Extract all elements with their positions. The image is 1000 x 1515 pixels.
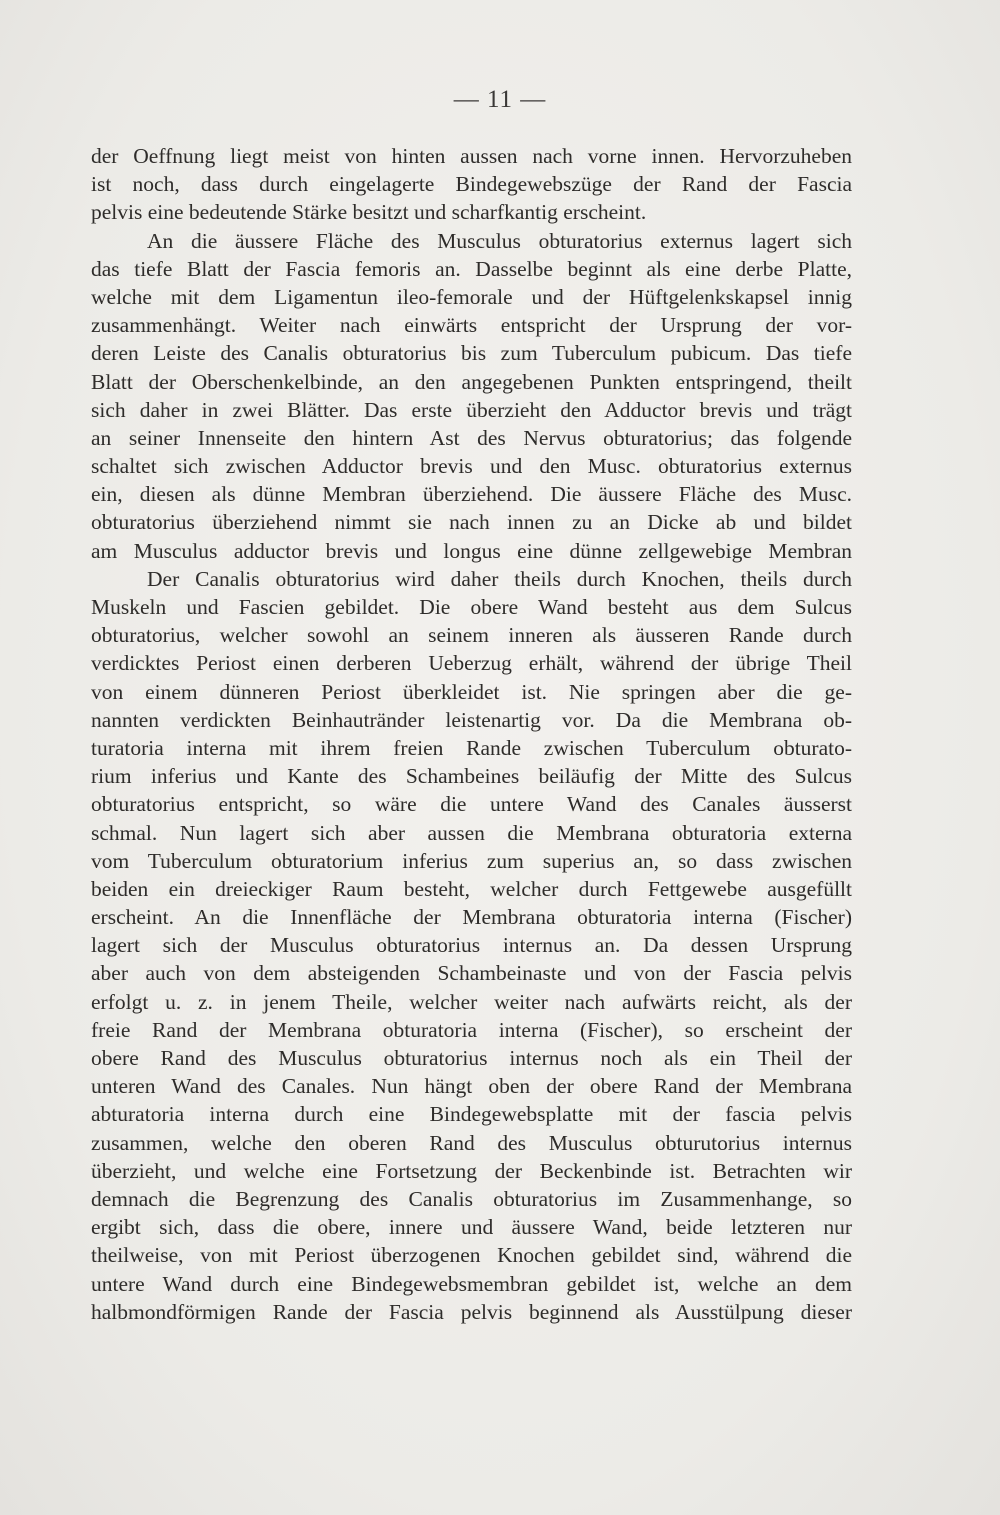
text-line: turatoria interna mit ihrem freien Rande zwischen Tuberculum obturato- bbox=[91, 735, 852, 760]
text-line: obturatorius, welcher sowohl an seinem inneren als äusseren Rande durch bbox=[91, 623, 852, 648]
text-line: erscheint. An die Innenfläche der Membrana obturatoria interna (Fischer) bbox=[91, 905, 852, 930]
text-line: ist noch, dass durch eingelagerte Bindegewebszüge der Rand der Fascia bbox=[91, 172, 852, 197]
text-line: welche mit dem Ligamentun ileo-femorale und der Hüftgelenkskapsel innig bbox=[91, 284, 852, 309]
text-line: von einem dünneren Periost überkleidet ist. Nie springen aber die ge- bbox=[91, 679, 852, 704]
text-line: ergibt sich, dass die obere, innere und äussere Wand, beide letzteren nur bbox=[91, 1215, 852, 1240]
text-line: am Musculus adductor brevis und longus eine dünne zellgewebige Membran bbox=[91, 538, 852, 563]
text-line: Blatt der Oberschenkelbinde, an den angegebenen Punkten entspringend, theilt bbox=[91, 369, 852, 394]
text-line: der Oeffnung liegt meist von hinten aussen nach vorne innen. Hervorzuheben bbox=[91, 144, 852, 168]
text-line: ein, diesen als dünne Membran überziehend. Die äussere Fläche des Musc. bbox=[91, 482, 852, 507]
text-line: schaltet sich zwischen Adductor brevis und den Musc. obturatorius externus bbox=[91, 454, 852, 479]
text-line: vom Tuberculum obturatorium inferius zum superius an, so dass zwischen bbox=[91, 848, 852, 873]
text-line: obturatorius überziehend nimmt sie nach innen zu an Dicke ab und bildet bbox=[91, 510, 852, 535]
text-line: verdicktes Periost einen derberen Ueberzug erhält, während der übrige Theil bbox=[91, 651, 852, 676]
text-line: deren Leiste des Canalis obturatorius bis zum Tuberculum pubicum. Das tiefe bbox=[91, 341, 852, 366]
text-line: Der Canalis obturatorius wird daher theils durch Knochen, theils durch bbox=[147, 566, 852, 591]
text-line: lagert sich der Musculus obturatorius internus an. Da dessen Ursprung bbox=[91, 933, 852, 958]
text-line: beiden ein dreieckiger Raum besteht, welcher durch Fettgewebe ausgefüllt bbox=[91, 876, 852, 901]
text-line: überzieht, und welche eine Fortsetzung der Beckenbinde ist. Betrachten wir bbox=[91, 1158, 852, 1183]
text-line: an seiner Innenseite den hintern Ast des Nervus obturatorius; das folgende bbox=[91, 425, 852, 450]
text-line: nannten verdickten Beinhautränder leistenartig vor. Da die Membrana ob- bbox=[91, 707, 852, 732]
text-line: obere Rand des Musculus obturatorius internus noch als ein Theil der bbox=[91, 1046, 852, 1070]
page-number: — 11 — bbox=[453, 86, 547, 113]
text-line: unteren Wand des Canales. Nun hängt oben der obere Rand der Membrana bbox=[91, 1074, 852, 1099]
text-line: abturatoria interna durch eine Bindegewebsplatte mit der fascia pelvis bbox=[91, 1102, 852, 1127]
text-line: das tiefe Blatt der Fascia femoris an. Dasselbe beginnt als eine derbe Platte, bbox=[91, 256, 852, 281]
text-line: rium inferius und Kante des Schambeines beiläufig der Mitte des Sulcus bbox=[91, 764, 852, 789]
text-line: halbmondförmigen Rande der Fascia pelvis beginnend als Ausstülpung dieser bbox=[91, 1299, 852, 1324]
text-line: pelvis eine bedeutende Stärke besitzt und scharfkantig erscheint. bbox=[91, 200, 647, 225]
text-line: erfolgt u. z. in jenem Theile, welcher weiter nach aufwärts reicht, als der bbox=[91, 989, 852, 1014]
text-line: An die äussere Fläche des Musculus obturatorius externus lagert sich bbox=[147, 228, 852, 253]
text-line: schmal. Nun lagert sich aber aussen die Membrana obturatoria externa bbox=[91, 820, 852, 845]
text-line: demnach die Begrenzung des Canalis obturatorius im Zusammenhange, so bbox=[91, 1186, 852, 1211]
text-line: theilweise, von mit Periost überzogenen Knochen gebildet sind, während die bbox=[91, 1243, 852, 1268]
text-line: zusammen, welche den oberen Rand des Musculus obturutorius internus bbox=[91, 1130, 852, 1155]
body-text bbox=[91, 142, 852, 1326]
text-line: untere Wand durch eine Bindegewebsmembran gebildet ist, welche an dem bbox=[91, 1271, 852, 1296]
text-line: freie Rand der Membrana obturatoria interna (Fischer), so erscheint der bbox=[91, 1017, 852, 1042]
text-line: zusammenhängt. Weiter nach einwärts entspricht der Ursprung der vor- bbox=[91, 313, 852, 338]
text-line: aber auch von dem absteigenden Schambeinaste und von der Fascia pelvis bbox=[91, 961, 852, 986]
text-line: obturatorius entspricht, so wäre die untere Wand des Canales äusserst bbox=[91, 792, 852, 817]
text-line: Muskeln und Fascien gebildet. Die obere Wand besteht aus dem Sulcus bbox=[91, 595, 852, 619]
text-line: sich daher in zwei Blätter. Das erste überzieht den Adductor brevis und trägt bbox=[91, 397, 852, 422]
